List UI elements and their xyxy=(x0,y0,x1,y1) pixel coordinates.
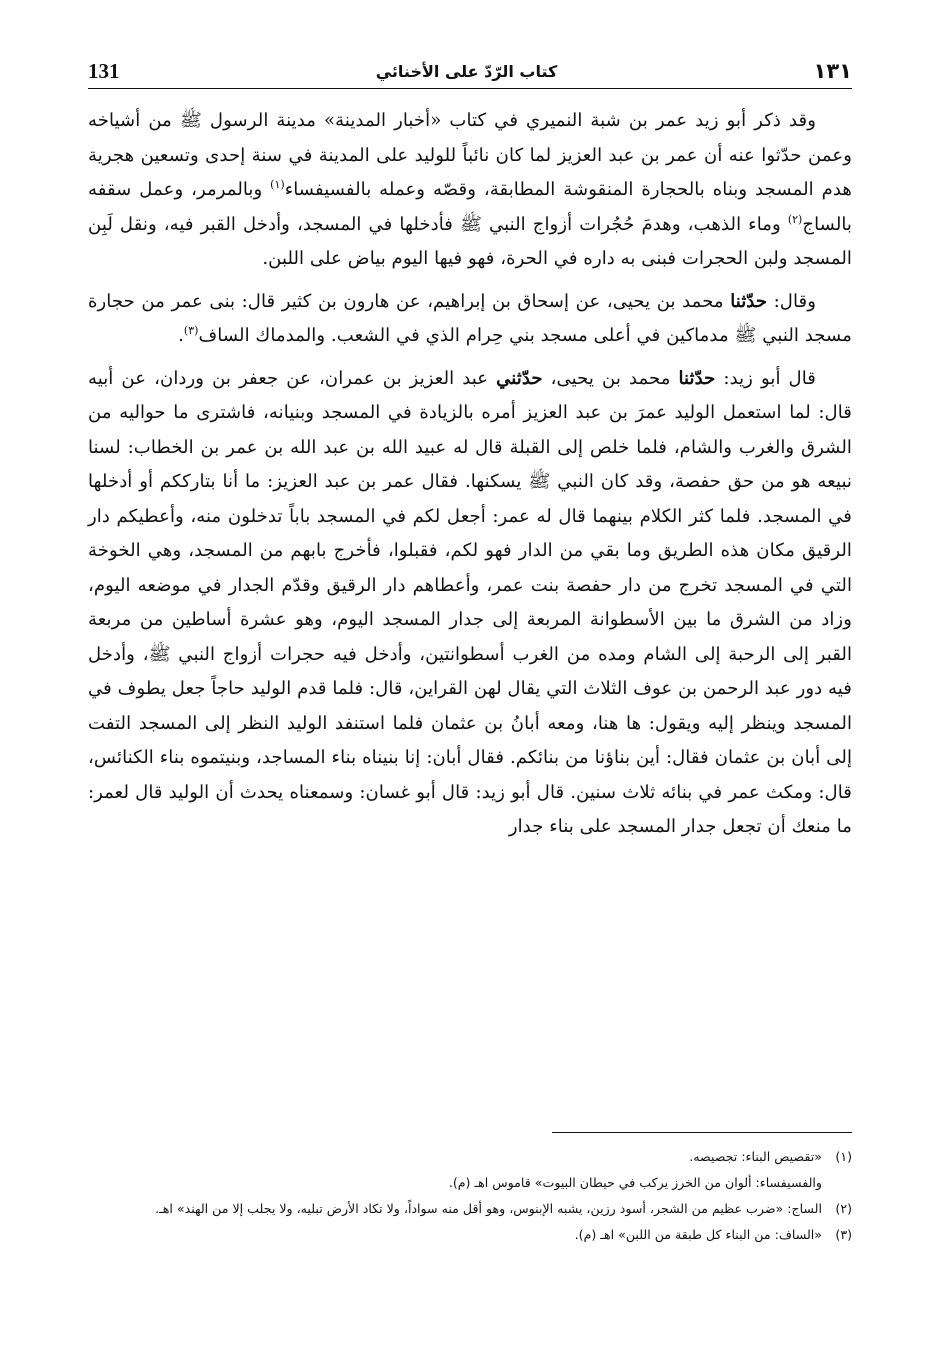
text-run: وقد ذكر أبو زيد عمر بن شبة النميري في كتاب «أخبار المدينة» مدينة الرسول ﷺ من أشياخه وعمن حدّثوا عنه أن عمر بن عبد العزيز لما كان نائباً للوليد على المدينة في سنة إحدى وتسعين هجرية هدم المسجد وبناه بالحجارة المنقوشة المطابقة، وقصّه وعمله بالفسيفساء xyxy=(88,110,852,200)
text-run: . xyxy=(178,325,184,346)
paragraph-3 xyxy=(88,362,852,845)
text-run: قال أبو زيد: xyxy=(715,367,816,389)
page-number-latin: 131 xyxy=(88,58,120,83)
footnote-number: (١) xyxy=(835,1149,852,1164)
running-title: كتاب الرّدّ على الأخنائي xyxy=(375,61,558,81)
footnote-number: (٣) xyxy=(835,1227,852,1242)
hadith-keyword: حدّثني xyxy=(496,367,543,389)
footnote-ref-1: (١) xyxy=(270,177,285,191)
footnote-text: «تقصيص البناء: تجصيصه. xyxy=(689,1149,822,1164)
footnote-text: الساج: «ضرب عظيم من الشجر، أسود رزين، يشبه الإبنوس، وهو أقل منه سواداً، ولا تكاد الأرض تبليه، ولا يجلب إلا من الهند» اهـ. xyxy=(155,1201,822,1216)
text-run: محمد بن يحيى، عن إسحاق بن إبراهيم، عن هارون بن كثير قال: بنى عمر من حجارة مسجد النبي ﷺ مدماكين في أعلى مسجد بني حِرام الذي في الشعب. والمدماك الساف xyxy=(88,290,852,346)
footnote-1 xyxy=(88,1144,852,1170)
text-run: وقال: xyxy=(767,290,816,312)
footnotes xyxy=(88,1144,852,1248)
footnote-number: (٢) xyxy=(835,1201,852,1216)
footnote-text: «الساف: من البناء كل طبقة من اللبن» اهـ (م). xyxy=(574,1227,822,1242)
hadith-keyword: حدّثنا xyxy=(678,367,716,389)
footnote-ref-3: (٣) xyxy=(183,323,199,337)
footnote-separator xyxy=(552,1132,852,1133)
text-run: وماء الذهب، وهدمَ حُجُرات أزواج النبي ﷺ فأدخلها في المسجد، وأدخل القبر فيه، ونقل لَبِن المسجد ولبن الحجرات فبنى به داره في الحرة، فهو فيها اليوم بياض على اللبن. xyxy=(88,213,852,269)
hadith-keyword: حدّثنا xyxy=(730,290,768,312)
paragraph-1 xyxy=(88,104,852,277)
text-run: عبد العزيز بن عمران، عن جعفر بن وردان، عن أبيه قال: لما استعمل الوليد عمرَ بن عبد العزيز أمره بالزيادة في المسجد وبنيانه، فاشترى ما حواليه من الشرق والغرب والشام، فلما خلص إلى القبلة قال له عبيد الله بن عبد الله بن عمر بن الخطاب: لسنا نبيعه هو من حق حفصة، وقد كان النبي ﷺ يسكنها. فقال عمر بن عبد العزيز: ما أنا بتارككم أو أدخلها في المسجد. فلما كثر الكلام بينهما قال له عمر: أجعل لكم في المسجد باباً تدخلون منه، وأعطيكم دار الرقيق مكان هذه الطريق وما بقي من الدار فهو لكم، فقبلوا، فأخرج بابهم من المسجد، وهي الخوخة التي في المسجد تخرج من دار حفصة بنت عمر، وأعطاهم دار الرقيق وقدّم الجدار في موضعه اليوم، وزاد من الشرق ما بين الأسطوانة المربعة إلى جدار المسجد اليوم، وهو عشرة أساطين من مربعة القبر إلى الرحبة إلى الشام ومده من الغرب أسطوانتين، وأدخل فيه حجرات أزواج النبي ﷺ، وأدخل فيه دور عبد الرحمن بن عوف الثلاث التي يقال لهن القراين، قال: فلما قدم الوليد حاجاً جعل يطوف في المسجد وينظر إليه ويقول: ها هنا، ومعه أبانُ بن عثمان فلما استنفد الوليد النظر إلى المسجد التفت إلى أبان بن عثمان فقال: أين بناؤنا من بنائكم. فقال أبان: إنا بنيناه بناء المساجد، وبنيتموه بناء الكنائس، قال: ومكث عمر في بنائه ثلاث سنين. قال أبو زيد: قال أبو غسان: وسمعناه يحدث أن الوليد قال لعمر: ما منعك أن تجعل جدار المسجد على بناء جدار xyxy=(88,367,852,837)
footnote-ref-2: (٢) xyxy=(787,212,803,226)
main-text xyxy=(88,104,852,845)
text-run: وبالمرمر، وعمل سقفه بالساج xyxy=(88,179,852,235)
footnote-3 xyxy=(88,1222,852,1248)
page-number-arabic: ١٣١ xyxy=(813,59,852,83)
footnote-1-continuation: والفسيفساء: ألوان من الخرز يركب في حيطان البيوت» قاموس اهـ (م). xyxy=(448,1175,822,1190)
text-run: محمد بن يحيى، xyxy=(542,367,679,389)
paragraph-2 xyxy=(88,285,852,354)
footnote-2 xyxy=(88,1196,852,1222)
page-header xyxy=(88,54,852,89)
